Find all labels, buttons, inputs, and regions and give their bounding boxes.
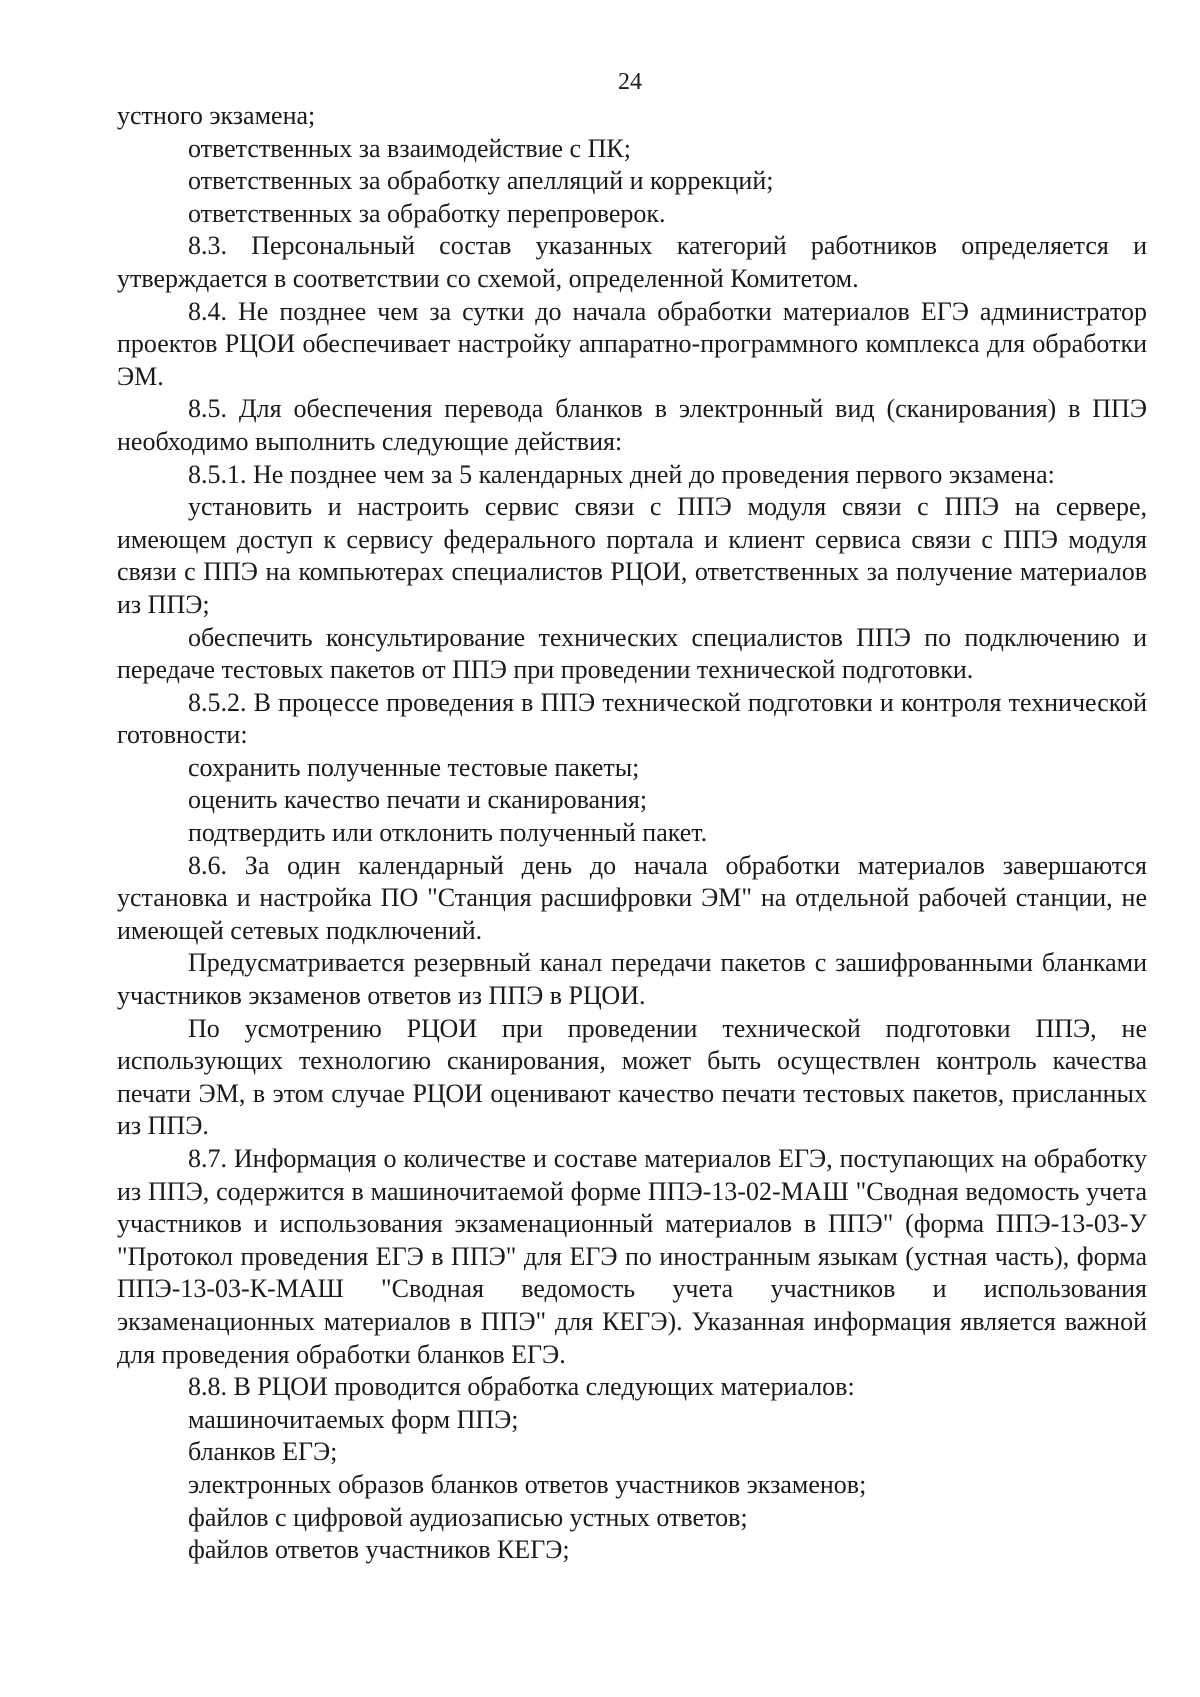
paragraph: 8.4. Не позднее чем за сутки до начала обработки материалов ЕГЭ администратор проектов РЦОИ обеспечивает настройку аппаратно-программного комплекса для обработки ЭМ. xyxy=(117,296,1147,391)
paragraph: ответственных за взаимодействие с ПК; xyxy=(188,133,631,163)
paragraph: подтвердить или отклонить полученный пакет. xyxy=(188,818,708,848)
paragraph: ответственных за обработку апелляций и коррекций; xyxy=(188,166,774,196)
paragraph: бланков ЕГЭ; xyxy=(188,1437,338,1467)
paragraph: 8.6. За один календарный день до начала обработки материалов завершаются установка и настройка ПО "Станция расшифровки ЭМ" на отдельной рабочей станции, не имеющей сетевых подключений. xyxy=(117,850,1147,945)
paragraph: оценить качество печати и сканирования; xyxy=(188,785,648,815)
document-body xyxy=(117,100,1147,1567)
paragraph: обеспечить консультирование технических специалистов ППЭ по подключению и передаче тестовых пакетов от ППЭ при проведении технической подготовки. xyxy=(117,622,1147,685)
page-number: 24 xyxy=(618,69,642,95)
paragraph: 8.5. Для обеспечения перевода бланков в электронный вид (сканирования) в ППЭ необходимо выполнить следующие действия: xyxy=(117,394,1147,456)
paragraph: устного экзамена; xyxy=(117,101,316,130)
paragraph: 8.7. Информация о количестве и составе материалов ЕГЭ, поступающих на обработку из ППЭ, содержится в машиночитаемой форме ППЭ-13-02-МАШ "Сводная ведомость учета участников и использования экзаменационный материалов в ППЭ" (форма ППЭ-13-03-У "Протокол проведения ЕГЭ в ППЭ" для ЕГЭ по иностранным языкам (устная часть), форма ППЭ-13-03-К-МАШ "Сводная ведомость учета участников и использования экзаменационных материалов в ППЭ" для КЕГЭ). Указанная информация является важной для проведения обработки бланков ЕГЭ. xyxy=(117,1144,1147,1369)
paragraph: Предусматривается резервный канал передачи пакетов с зашифрованными бланками участников экзаменов ответов из ППЭ в РЦОИ. xyxy=(117,948,1147,1011)
paragraph: электронных образов бланков ответов участников экзаменов; xyxy=(188,1469,867,1499)
paragraph: сохранить полученные тестовые пакеты; xyxy=(188,752,640,782)
paragraph: файлов ответов участников КЕГЭ; xyxy=(188,1535,570,1565)
paragraph: файлов с цифровой аудиозаписью устных ответов; xyxy=(188,1502,748,1532)
paragraph: 8.3. Персональный состав указанных категорий работников определяется и утверждается в соответствии со схемой, определенной Комитетом. xyxy=(117,231,1147,293)
paragraph: установить и настроить сервис связи с ППЭ модуля связи с ППЭ на сервере, имеющем доступ к сервису федерального портала и клиент сервиса связи с ППЭ модуля связи с ППЭ на компьютерах специалистов РЦОИ, ответственных за получение материалов из ППЭ; xyxy=(117,492,1147,619)
paragraph: машиночитаемых форм ППЭ; xyxy=(188,1404,519,1434)
paragraph: 8.5.2. В процессе проведения в ППЭ технической подготовки и контроля технической готовности: xyxy=(117,687,1147,750)
paragraph: ответственных за обработку перепроверок. xyxy=(188,198,666,228)
paragraph: 8.5.1. Не позднее чем за 5 календарных дней до проведения первого экзамена: xyxy=(188,459,1055,489)
paragraph: 8.8. В РЦОИ проводится обработка следующих материалов: xyxy=(188,1372,855,1402)
paragraph: По усмотрению РЦОИ при проведении технической подготовки ППЭ, не использующих технологию сканирования, может быть осуществлен контроль качества печати ЭМ, в этом случае РЦОИ оценивают качество печати тестовых пакетов, присланных из ППЭ. xyxy=(117,1013,1147,1141)
